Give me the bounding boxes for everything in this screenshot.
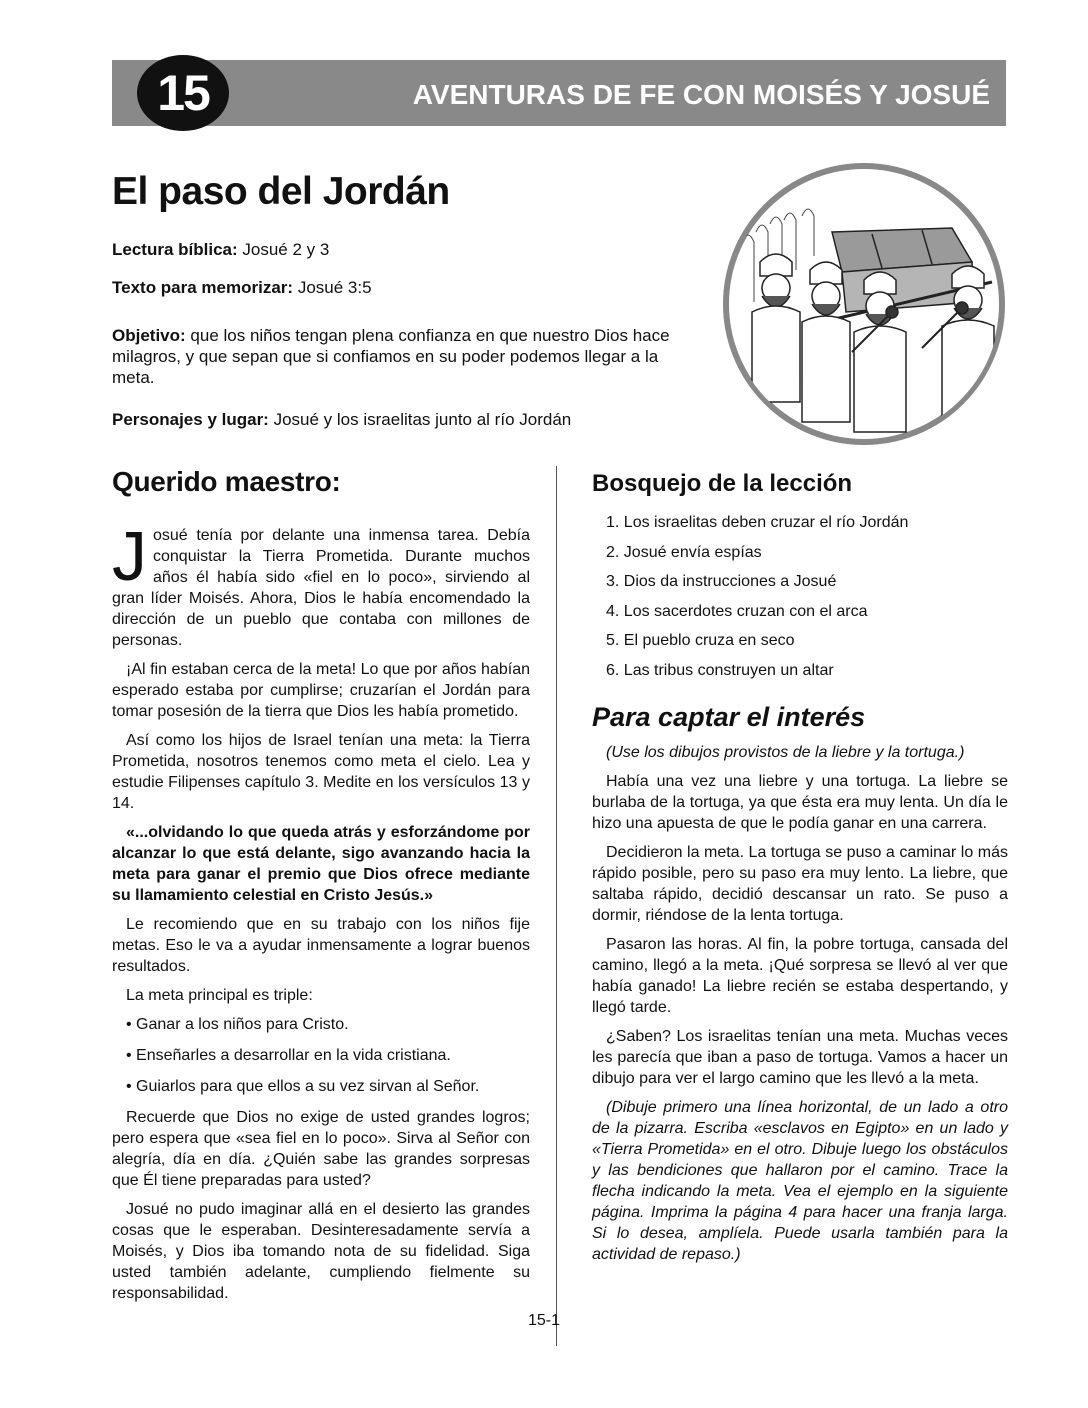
teacher-paragraph-4: Le recomiendo que en su trabajo con los niños fije metas. Eso le va a ayudar inmensamente a lograr buenos resultados. (112, 916, 530, 975)
memory-line (112, 278, 372, 298)
outline-item: 1. Los israelitas deben cruzar el río Jordán (606, 514, 909, 531)
objective-value: que los niños tengan plena confianza en que nuestro Dios hace milagros, y que sepan que si confiamos en su poder podemos llegar a la meta. (112, 326, 670, 387)
reading-label: Lectura bíblica: (112, 240, 238, 259)
teacher-paragraph-7: Josué no pudo imaginar allá en el desierto las grandes cosas que le esperaban. Desinteresadamente servía a Moisés, y Dios iba tomando nota de su fidelidad. Siga usted también adelante, cumpliendo fielmente su responsabilidad. (112, 1201, 530, 1302)
memory-value: Josué 3:5 (297, 278, 372, 297)
interest-column (592, 742, 1008, 1273)
dropcap-letter: J (112, 517, 147, 595)
interest-heading: Para captar el interés (592, 702, 866, 732)
characters-line (112, 410, 571, 430)
goal-item: • Guiarlos para que ellos a su vez sirvan al Señor. (126, 1078, 480, 1095)
scripture-quote: «...olvidando lo que queda atrás y esforzándome por alcanzar lo que está delante, sigo avanzando hacia la meta para ganar el premio que Dios ofrece mediante su llamamiento celestial en Cristo Jesús.» (112, 824, 530, 904)
teacher-heading: Querido maestro: (112, 466, 341, 497)
outline-heading: Bosquejo de la lección (592, 470, 853, 497)
teacher-paragraph-5: La meta principal es triple: (126, 987, 313, 1004)
lesson-title: El paso del Jordán (112, 170, 450, 213)
lesson-outline (606, 508, 1006, 685)
memory-label: Texto para memorizar: (112, 278, 294, 297)
page-number: 15-1 (527, 1312, 561, 1329)
column-divider (556, 466, 557, 1346)
interest-paragraph-4: ¿Saben? Los israelitas tenían una meta. Muchas veces les parecía que iban a paso de tortuga. Vamos a hacer un dibujo para ver el largo camino que les llevó a la meta. (592, 1028, 1008, 1087)
interest-paragraph-3: Pasaron las horas. Al fin, la pobre tortuga, cansada del camino, llegó a la meta. ¡Qué sorpresa se llevó al ver que había ganado! La liebre recién se estaba despertando, y llegó tarde. (592, 936, 1008, 1016)
outline-item: 3. Dios da instrucciones a Josué (606, 573, 837, 590)
priests-carrying-ark-illustration (722, 162, 1006, 446)
teacher-column (112, 517, 530, 1312)
outline-item: 2. Josué envía espías (606, 543, 762, 561)
outline-item: 6. Las tribus construyen un altar (606, 661, 834, 679)
reading-line (112, 240, 329, 260)
teacher-paragraph-1-text: osué tenía por delante una inmensa tarea. Debía conquistar la Tierra Prometida. Durante muchos años él había sido «fiel en lo poco», sirviendo al gran líder Moisés. Ahora, Dios le había encomendado la dirección de un pueblo que contaba con millones de personas. (112, 527, 530, 649)
objective-label: Objetivo: (112, 326, 186, 345)
interest-paragraph-1: Había una vez una liebre y una tortuga. La liebre se burlaba de la tortuga, ya que ésta era muy lenta. Un día le hizo una apuesta de que le podía ganar en una carrera. (592, 773, 1008, 832)
teacher-paragraph-3: Así como los hijos de Israel tenían una meta: la Tierra Prometida, nosotros tenemos como meta el cielo. Lea y estudie Filipenses capítulo 3. Medite en los versículos 13 y 14. (112, 732, 530, 812)
series-title: AVENTURAS DE FE CON MOISÉS Y JOSUÉ (412, 79, 990, 110)
drawing-instructions: (Dibuje primero una línea horizontal, de un lado a otro de la pizarra. Escriba «esclavos en Egipto» en un lado y «Tierra Prometida» en el otro. Dibuje luego los obstáculos y las bendiciones que hallaron por el camino. Trace la flecha indicando la meta. Vea el ejemplo en la siguiente página. Imprima la página 4 para hacer una franja larga. Si lo desea, amplíela. Puede usarla también para la actividad de repaso.) (592, 1099, 1008, 1263)
interest-paragraph-2: Decidieron la meta. La tortuga se puso a caminar lo más rápido posible, pero su paso era muy lento. La liebre, que saltaba rápido, decidió descansar un rato. Se puso a dormir, riéndose de la lenta tortuga. (592, 844, 1008, 924)
characters-value: Josué y los israelitas junto al río Jordán (273, 410, 572, 429)
teacher-paragraph-6: Recuerde que Dios no exige de usted grandes logros; pero espera que «sea fiel en lo poco». Sirva al Señor con alegría, día en día. ¿Quién sabe las grandes sorpresas que Él tiene preparadas para usted? (112, 1109, 530, 1189)
goal-item: • Ganar a los niños para Cristo. (126, 1016, 349, 1033)
interest-note: (Use los dibujos provistos de la liebre y la tortuga.) (606, 744, 965, 761)
lesson-number-badge: 15 (137, 55, 229, 131)
characters-label: Personajes y lugar: (112, 410, 269, 429)
outline-item: 4. Los sacerdotes cruzan con el arca (606, 602, 868, 620)
reading-value: Josué 2 y 3 (242, 240, 330, 259)
outline-item: 5. El pueblo cruza en seco (606, 632, 795, 649)
objective (112, 325, 672, 388)
goal-item: • Enseñarles a desarrollar en la vida cristiana. (126, 1047, 451, 1064)
teacher-paragraph-1 (112, 517, 530, 651)
teacher-paragraph-2: ¡Al fin estaban cerca de la meta! Lo que por años habían esperado estaba por cumplirse; cruzarían el Jordán para tomar posesión de la tierra que Dios les había prometido. (112, 661, 530, 720)
goal-list (112, 1014, 530, 1097)
